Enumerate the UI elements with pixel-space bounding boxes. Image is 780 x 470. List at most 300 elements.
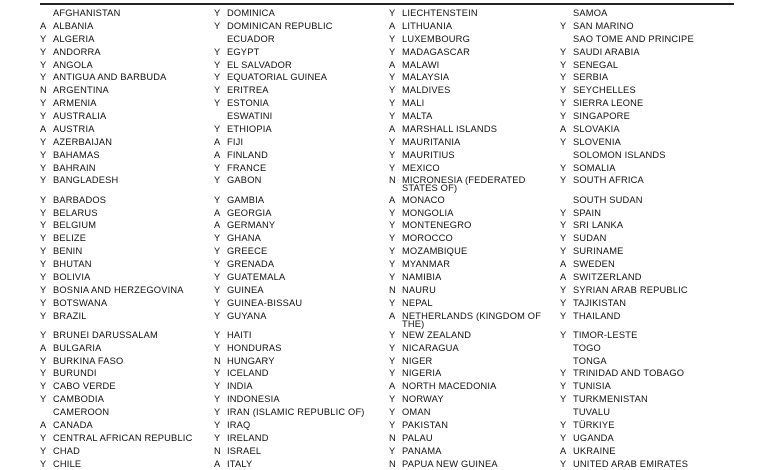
- country-name: HONDURAS: [227, 342, 282, 353]
- country-name: GABON: [227, 175, 262, 186]
- country-name: GUINEA: [227, 284, 264, 295]
- vote-mark: Y: [40, 233, 47, 244]
- country-vote-row: [40, 458, 220, 470]
- vote-mark: Y: [214, 175, 221, 186]
- country-name: CENTRAL AFRICAN REPUBLIC: [53, 432, 193, 443]
- country-vote-row: [40, 123, 220, 136]
- country-name: TUNISIA: [573, 381, 611, 392]
- country-vote-row: [40, 20, 220, 33]
- vote-mark: Y: [560, 59, 567, 70]
- country-column-4: [560, 7, 740, 470]
- vote-mark: Y: [389, 297, 396, 308]
- vote-mark: Y: [389, 419, 396, 430]
- country-vote-row: [389, 445, 569, 458]
- country-name: MALAYSIA: [402, 72, 450, 83]
- country-name: GREECE: [227, 246, 268, 257]
- country-vote-row: [560, 406, 740, 419]
- country-name: SINGAPORE: [573, 111, 630, 121]
- country-name: SLOVENIA: [573, 136, 621, 147]
- vote-mark: Y: [214, 123, 221, 134]
- vote-mark: Y: [40, 59, 47, 70]
- country-name: BURUNDI: [53, 368, 97, 379]
- country-vote-row: [214, 432, 394, 445]
- vote-mark: Y: [214, 20, 221, 31]
- country-name: SURINAME: [573, 246, 624, 257]
- country-name: SAMOA: [573, 8, 608, 18]
- vote-mark: Y: [560, 368, 567, 379]
- vote-mark: Y: [214, 98, 221, 109]
- country-vote-row: [389, 393, 569, 406]
- country-name: SOUTH AFRICA: [573, 175, 644, 186]
- country-vote-row: [214, 33, 394, 46]
- country-vote-row: [40, 97, 220, 110]
- country-vote-row: [214, 310, 394, 329]
- country-name: MALAWI: [402, 59, 440, 70]
- country-vote-row: [214, 342, 394, 355]
- vote-mark: Y: [214, 59, 221, 70]
- country-vote-row: [214, 380, 394, 393]
- country-vote-row: [389, 297, 569, 310]
- country-vote-row: [560, 310, 740, 329]
- vote-mark: Y: [40, 445, 47, 456]
- vote-mark: A: [214, 136, 221, 147]
- country-name: SAUDI ARABIA: [573, 46, 640, 57]
- country-vote-row: [389, 46, 569, 59]
- country-name: PAKISTAN: [402, 419, 449, 430]
- vote-mark: Y: [560, 85, 567, 96]
- country-name: BULGARIA: [53, 342, 102, 353]
- country-vote-row: [560, 123, 740, 136]
- vote-mark: A: [40, 419, 47, 430]
- country-vote-row: [560, 174, 740, 193]
- vote-mark: A: [560, 271, 567, 282]
- country-vote-row: [214, 245, 394, 258]
- vote-mark: Y: [389, 136, 396, 147]
- country-vote-row: [40, 329, 220, 342]
- country-name: MAURITANIA: [402, 136, 461, 147]
- vote-mark: Y: [389, 33, 396, 44]
- country-vote-row: [214, 207, 394, 220]
- country-vote-row: [214, 258, 394, 271]
- country-name: DOMINICA: [227, 8, 275, 18]
- vote-mark: Y: [560, 20, 567, 31]
- vote-mark: Y: [389, 259, 396, 270]
- country-vote-row: [389, 310, 569, 329]
- country-name: CAMEROON: [53, 407, 110, 418]
- vote-mark: Y: [560, 162, 567, 173]
- country-vote-row: [40, 445, 220, 458]
- country-name: HUNGARY: [227, 355, 275, 366]
- vote-mark: N: [214, 445, 221, 456]
- country-vote-row: [214, 59, 394, 72]
- country-name: OMAN: [402, 407, 431, 418]
- country-vote-row: [389, 20, 569, 33]
- country-name: FRANCE: [227, 162, 267, 173]
- country-name: SOLOMON ISLANDS: [573, 149, 666, 160]
- vote-mark: Y: [40, 207, 47, 218]
- vote-mark: Y: [40, 458, 47, 469]
- vote-mark: A: [560, 123, 567, 134]
- country-name: GUINEA-BISSAU: [227, 297, 303, 308]
- country-name: BANGLADESH: [53, 175, 119, 186]
- country-name: SAN MARINO: [573, 20, 634, 31]
- vote-mark: Y: [40, 432, 47, 443]
- country-vote-row: [560, 342, 740, 355]
- vote-mark: Y: [214, 162, 221, 173]
- country-vote-row: [214, 367, 394, 380]
- country-vote-row: [389, 123, 569, 136]
- country-vote-row: [560, 20, 740, 33]
- country-vote-row: [560, 59, 740, 72]
- country-name: FINLAND: [227, 149, 269, 160]
- country-name: ITALY: [227, 458, 253, 469]
- country-vote-row: [214, 419, 394, 432]
- vote-mark: Y: [560, 220, 567, 231]
- vote-mark: Y: [40, 381, 47, 392]
- vote-mark: Y: [40, 136, 47, 147]
- country-name: MALTA: [402, 111, 433, 121]
- vote-mark: Y: [389, 342, 396, 353]
- country-name: BAHAMAS: [53, 149, 100, 160]
- vote-mark: Y: [560, 329, 567, 340]
- vote-mark: Y: [389, 394, 396, 405]
- country-vote-row: [389, 219, 569, 232]
- country-vote-row: [40, 271, 220, 284]
- vote-mark: Y: [389, 111, 396, 121]
- country-vote-row: [560, 71, 740, 84]
- country-vote-row: [214, 219, 394, 232]
- country-vote-row: [214, 20, 394, 33]
- country-name: NIGER: [402, 355, 433, 366]
- vote-mark: Y: [389, 368, 396, 379]
- country-name: SOUTH SUDAN: [573, 194, 643, 205]
- vote-mark: Y: [214, 368, 221, 379]
- country-name: MONGOLIA: [402, 207, 454, 218]
- country-name: TRINIDAD AND TOBAGO: [573, 368, 685, 379]
- vote-mark: Y: [40, 271, 47, 282]
- country-vote-row: [560, 380, 740, 393]
- country-name: THAILAND: [573, 310, 621, 321]
- country-name: BELIZE: [53, 233, 87, 244]
- country-name: MALDIVES: [402, 85, 451, 96]
- country-name: SYRIAN ARAB REPUBLIC: [573, 284, 688, 295]
- country-vote-row: [214, 329, 394, 342]
- country-vote-row: [40, 367, 220, 380]
- vote-mark: Y: [214, 407, 221, 418]
- country-name: IRELAND: [227, 432, 269, 443]
- country-name: BURKINA FASO: [53, 355, 124, 366]
- country-name: BOSNIA AND HERZEGOVINA: [53, 284, 184, 295]
- country-name: TÜRKIYE: [573, 419, 615, 430]
- vote-mark: Y: [389, 149, 396, 160]
- country-name: FIJI: [227, 136, 244, 147]
- country-vote-row: [560, 33, 740, 46]
- country-vote-row: [389, 136, 569, 149]
- vote-mark: Y: [214, 342, 221, 353]
- country-vote-row: [214, 84, 394, 97]
- country-name: MAURITIUS: [402, 149, 455, 160]
- country-name: MADAGASCAR: [402, 46, 470, 57]
- country-name: SLOVAKIA: [573, 123, 620, 134]
- vote-mark: Y: [214, 46, 221, 57]
- country-name: GAMBIA: [227, 194, 265, 205]
- country-name: ARGENTINA: [53, 85, 109, 96]
- country-name: TURKMENISTAN: [573, 394, 648, 405]
- country-name: GEORGIA: [227, 207, 272, 218]
- country-name: NORWAY: [402, 394, 444, 405]
- vote-mark: Y: [389, 162, 396, 173]
- country-name: MYANMAR: [402, 259, 451, 270]
- vote-mark: Y: [389, 355, 396, 366]
- vote-mark: Y: [389, 85, 396, 96]
- country-name: SPAIN: [573, 207, 602, 218]
- country-vote-row: [389, 355, 569, 368]
- country-vote-row: [560, 97, 740, 110]
- country-vote-row: [560, 7, 740, 20]
- vote-mark: A: [560, 259, 567, 270]
- country-vote-row: [560, 297, 740, 310]
- country-name: NIGERIA: [402, 368, 442, 379]
- country-vote-row: [40, 110, 220, 123]
- country-vote-row: [389, 271, 569, 284]
- country-vote-row: [214, 445, 394, 458]
- vote-mark: N: [389, 284, 396, 295]
- vote-mark: Y: [560, 432, 567, 443]
- vote-mark: Y: [214, 85, 221, 96]
- vote-mark: A: [389, 123, 396, 134]
- country-name: GERMANY: [227, 220, 276, 231]
- country-name: INDONESIA: [227, 394, 280, 405]
- country-vote-row: [214, 284, 394, 297]
- vote-mark: N: [389, 432, 396, 443]
- vote-mark: Y: [214, 246, 221, 257]
- vote-mark: Y: [214, 381, 221, 392]
- vote-mark: Y: [389, 46, 396, 57]
- vote-mark: Y: [40, 329, 47, 340]
- country-vote-row: [560, 445, 740, 458]
- country-name: MARSHALL ISLANDS: [402, 123, 498, 134]
- country-vote-row: [40, 380, 220, 393]
- country-name: BELARUS: [53, 207, 98, 218]
- country-vote-row: [560, 110, 740, 123]
- country-name: MEXICO: [402, 162, 440, 173]
- country-vote-row: [40, 46, 220, 59]
- country-vote-row: [214, 355, 394, 368]
- country-vote-row: [389, 245, 569, 258]
- vote-mark: Y: [560, 136, 567, 147]
- country-vote-row: [40, 136, 220, 149]
- vote-mark: A: [40, 20, 47, 31]
- country-name: ECUADOR: [227, 33, 275, 44]
- country-vote-row: [389, 406, 569, 419]
- country-name: LIECHTENSTEIN: [402, 8, 478, 18]
- vote-mark: Y: [40, 149, 47, 160]
- country-name: NEW ZEALAND: [402, 329, 472, 340]
- country-name: BOLIVIA: [53, 271, 91, 282]
- country-vote-row: [389, 380, 569, 393]
- country-vote-row: [389, 97, 569, 110]
- country-vote-row: [40, 432, 220, 445]
- country-name: ANGOLA: [53, 59, 93, 70]
- country-name: SWITZERLAND: [573, 271, 642, 282]
- country-name: HAITI: [227, 329, 252, 340]
- country-vote-row: [40, 194, 220, 207]
- country-name: GRENADA: [227, 259, 275, 270]
- vote-mark: Y: [40, 33, 47, 44]
- country-name: NAURU: [402, 284, 436, 295]
- country-name: AFGHANISTAN: [53, 8, 121, 18]
- country-vote-row: [389, 7, 569, 20]
- country-vote-row: [214, 458, 394, 470]
- country-vote-row: [214, 97, 394, 110]
- country-name: MOROCCO: [402, 233, 453, 244]
- country-vote-row: [40, 232, 220, 245]
- country-name: BELGIUM: [53, 220, 97, 231]
- country-name: IRAN (ISLAMIC REPUBLIC OF): [227, 407, 365, 418]
- country-vote-row: [40, 310, 220, 329]
- country-name: NAMIBIA: [402, 271, 442, 282]
- country-vote-row: [560, 46, 740, 59]
- country-vote-row: [560, 355, 740, 368]
- country-name: ETHIOPIA: [227, 123, 272, 134]
- country-vote-row: [214, 297, 394, 310]
- country-vote-row: [40, 84, 220, 97]
- country-vote-row: [560, 458, 740, 470]
- vote-mark: Y: [214, 432, 221, 443]
- country-name: LUXEMBOURG: [402, 33, 470, 44]
- country-name: PANAMA: [402, 445, 442, 456]
- country-name: SEYCHELLES: [573, 85, 636, 96]
- country-vote-row: [214, 162, 394, 175]
- vote-mark: N: [40, 85, 47, 96]
- country-vote-row: [560, 284, 740, 297]
- vote-mark: Y: [389, 246, 396, 257]
- country-vote-row: [40, 71, 220, 84]
- country-vote-row: [40, 419, 220, 432]
- country-name: BARBADOS: [53, 194, 107, 205]
- vote-mark: Y: [214, 72, 221, 83]
- country-vote-row: [560, 162, 740, 175]
- country-name: CHILE: [53, 458, 82, 469]
- country-vote-row: [389, 194, 569, 207]
- vote-mark: Y: [560, 175, 567, 186]
- vote-mark: Y: [560, 419, 567, 430]
- vote-mark: A: [214, 458, 221, 469]
- country-name: BHUTAN: [53, 259, 92, 270]
- vote-mark: Y: [214, 310, 221, 321]
- country-name: AZERBAIJAN: [53, 136, 113, 147]
- country-name: CHAD: [53, 445, 81, 456]
- country-vote-row: [389, 207, 569, 220]
- vote-mark: A: [560, 445, 567, 456]
- country-name: PALAU: [402, 432, 433, 443]
- country-vote-row: [389, 110, 569, 123]
- country-vote-row: [389, 33, 569, 46]
- country-vote-row: [389, 419, 569, 432]
- country-name: BRAZIL: [53, 310, 87, 321]
- country-vote-row: [214, 232, 394, 245]
- vote-mark: A: [214, 220, 221, 231]
- country-name: SUDAN: [573, 233, 607, 244]
- country-name: MICRONESIA (FEDERATED STATES OF): [402, 175, 526, 194]
- vote-mark: A: [389, 20, 396, 31]
- country-vote-row: [389, 432, 569, 445]
- country-name: ALGERIA: [53, 33, 95, 44]
- vote-mark: Y: [40, 111, 47, 121]
- country-column-1: [40, 7, 220, 470]
- country-name: SWEDEN: [573, 259, 615, 270]
- country-name: NETHERLANDS (KINGDOM OF THE): [402, 310, 542, 329]
- vote-mark: Y: [560, 111, 567, 121]
- vote-mark: Y: [40, 297, 47, 308]
- country-vote-row: [389, 458, 569, 470]
- country-name: GHANA: [227, 233, 261, 244]
- vote-mark: Y: [214, 8, 221, 18]
- country-vote-row: [389, 367, 569, 380]
- country-vote-row: [560, 271, 740, 284]
- vote-mark: Y: [214, 329, 221, 340]
- country-vote-row: [40, 355, 220, 368]
- vote-mark: Y: [40, 194, 47, 205]
- country-vote-row: [560, 245, 740, 258]
- vote-mark: A: [389, 194, 396, 205]
- country-name: UGANDA: [573, 432, 614, 443]
- country-vote-row: [560, 419, 740, 432]
- country-name: ANDORRA: [53, 46, 101, 57]
- country-name: AUSTRALIA: [53, 111, 107, 121]
- country-vote-row: [389, 84, 569, 97]
- vote-mark: Y: [560, 98, 567, 109]
- vote-mark: Y: [560, 246, 567, 257]
- country-name: BAHRAIN: [53, 162, 96, 173]
- country-vote-row: [389, 258, 569, 271]
- vote-mark: A: [389, 381, 396, 392]
- country-name: BRUNEI DARUSSALAM: [53, 329, 158, 340]
- country-vote-row: [214, 194, 394, 207]
- country-name: PAPUA NEW GUINEA: [402, 458, 498, 469]
- country-name: TIMOR-LESTE: [573, 329, 638, 340]
- vote-mark: Y: [40, 162, 47, 173]
- country-name: IRAQ: [227, 419, 251, 430]
- vote-mark: Y: [40, 259, 47, 270]
- country-vote-row: [389, 342, 569, 355]
- country-vote-row: [40, 297, 220, 310]
- vote-mark: Y: [389, 72, 396, 83]
- vote-mark: Y: [214, 259, 221, 270]
- country-name: SOMALIA: [573, 162, 616, 173]
- country-name: ICELAND: [227, 368, 269, 379]
- vote-mark: Y: [214, 233, 221, 244]
- country-vote-row: [40, 59, 220, 72]
- vote-mark: Y: [40, 46, 47, 57]
- country-vote-row: [560, 149, 740, 162]
- vote-mark: Y: [389, 98, 396, 109]
- country-name: ESTONIA: [227, 98, 269, 109]
- country-vote-row: [389, 71, 569, 84]
- country-vote-row: [214, 110, 394, 123]
- vote-mark: Y: [560, 310, 567, 321]
- country-name: CABO VERDE: [53, 381, 116, 392]
- country-vote-row: [40, 162, 220, 175]
- country-vote-row: [560, 432, 740, 445]
- country-vote-row: [214, 46, 394, 59]
- country-vote-row: [40, 149, 220, 162]
- vote-mark: Y: [40, 175, 47, 186]
- vote-mark: Y: [560, 207, 567, 218]
- country-name: NEPAL: [402, 297, 433, 308]
- country-vote-row: [560, 367, 740, 380]
- country-vote-row: [560, 219, 740, 232]
